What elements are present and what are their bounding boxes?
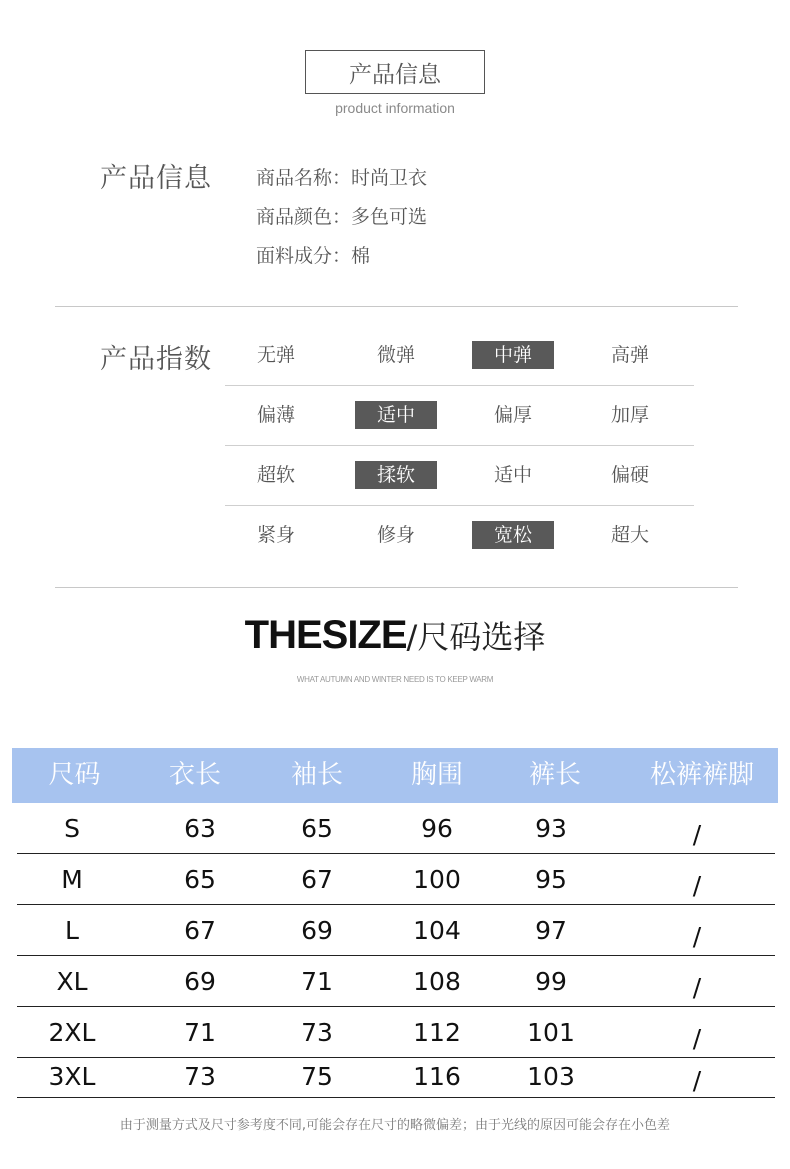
- cell-length: 63: [184, 814, 216, 843]
- info-line-fabric: 面料成分：棉: [256, 245, 371, 267]
- table-row: [17, 905, 775, 956]
- cell-pants-length: 95: [535, 865, 567, 894]
- cell-chest: 100: [413, 865, 461, 894]
- cell-pants-length: 99: [535, 967, 567, 996]
- index-option-selected: 揉软: [355, 461, 437, 489]
- index-option-selected: 宽松: [472, 521, 554, 549]
- cell-size: S: [64, 814, 80, 843]
- index-option: 偏硬: [610, 464, 649, 486]
- cell-hem: /: [692, 871, 702, 900]
- index-option: 加厚: [610, 404, 649, 426]
- column-header-size: 尺码: [48, 760, 101, 790]
- cell-size: 2XL: [48, 1018, 96, 1047]
- product-index-label: 产品指数: [100, 344, 212, 375]
- index-option: 无弹: [256, 344, 295, 366]
- measurement-footnote: 由于测量方式及尺寸参考度不同,可能会存在尺寸的略微偏差；由于光线的原因可能会存在小色差: [119, 1118, 671, 1133]
- product-index-grid: [225, 326, 694, 566]
- index-option: 偏厚: [493, 404, 532, 426]
- column-header-chest: 胸围: [410, 760, 463, 790]
- info-line-color: 商品颜色：多色可选: [256, 206, 428, 228]
- column-header-length: 衣长: [168, 760, 221, 790]
- section-header-box: [305, 50, 485, 94]
- size-title-main: THESIZE: [244, 613, 407, 657]
- cell-hem: /: [692, 973, 702, 1002]
- cell-length: 65: [184, 865, 216, 894]
- cell-hem: /: [692, 922, 702, 951]
- cell-hem: /: [692, 1024, 702, 1053]
- index-row-fit: [225, 506, 694, 566]
- cell-length: 73: [184, 1062, 216, 1091]
- cell-pants-length: 97: [535, 916, 567, 945]
- index-option-selected: 适中: [355, 401, 437, 429]
- cell-sleeve: 75: [301, 1062, 333, 1091]
- size-section-subtitle: WHAT AUTUMN AND WINTER NEED IS TO KEEP WARM: [296, 675, 494, 684]
- table-row: [17, 1047, 775, 1098]
- cell-chest: 108: [413, 967, 461, 996]
- cell-sleeve: 65: [301, 814, 333, 843]
- column-header-pants-length: 裤长: [528, 760, 581, 790]
- cell-size: L: [65, 916, 79, 945]
- cell-chest: 104: [413, 916, 461, 945]
- size-title-suffix: /尺码选择: [406, 618, 546, 656]
- info-line-name: 商品名称：时尚卫衣: [256, 167, 428, 189]
- index-option: 修身: [376, 524, 415, 546]
- index-option: 适中: [493, 464, 532, 486]
- cell-sleeve: 73: [301, 1018, 333, 1047]
- index-option-selected: 中弹: [472, 341, 554, 369]
- index-row-elasticity: [225, 326, 694, 386]
- cell-pants-length: 101: [527, 1018, 575, 1047]
- cell-pants-length: 93: [535, 814, 567, 843]
- column-header-hem: 松裤裤脚: [649, 760, 754, 790]
- table-row: [17, 956, 775, 1007]
- index-option: 紧身: [256, 524, 295, 546]
- cell-hem: /: [692, 820, 702, 849]
- cell-sleeve: 71: [301, 967, 333, 996]
- index-option: 微弹: [376, 344, 415, 366]
- section-header-title: 产品信息: [349, 61, 441, 88]
- row-divider: [17, 1097, 775, 1099]
- index-option: 超大: [610, 524, 649, 546]
- size-table-header: [12, 748, 778, 803]
- cell-hem: /: [692, 1066, 702, 1095]
- cell-chest: 112: [413, 1018, 461, 1047]
- divider: [55, 306, 738, 307]
- table-row: [17, 803, 775, 854]
- cell-sleeve: 67: [301, 865, 333, 894]
- cell-pants-length: 103: [527, 1062, 575, 1091]
- cell-length: 69: [184, 967, 216, 996]
- cell-size: M: [61, 865, 83, 894]
- cell-size: XL: [56, 967, 88, 996]
- index-option: 偏薄: [256, 404, 295, 426]
- section-header-subtitle: product information: [335, 100, 455, 116]
- cell-length: 67: [184, 916, 216, 945]
- cell-length: 71: [184, 1018, 216, 1047]
- cell-chest: 116: [413, 1062, 461, 1091]
- column-header-sleeve: 袖长: [290, 760, 343, 790]
- index-option: 高弹: [610, 344, 649, 366]
- size-section-title: [0, 612, 790, 658]
- cell-size: 3XL: [48, 1062, 96, 1091]
- index-row-softness: [225, 446, 694, 506]
- table-row: [17, 854, 775, 905]
- cell-chest: 96: [421, 814, 453, 843]
- index-option: 超软: [256, 464, 295, 486]
- cell-sleeve: 69: [301, 916, 333, 945]
- index-row-thickness: [225, 386, 694, 446]
- product-info-label: 产品信息: [100, 163, 212, 194]
- divider: [55, 587, 738, 588]
